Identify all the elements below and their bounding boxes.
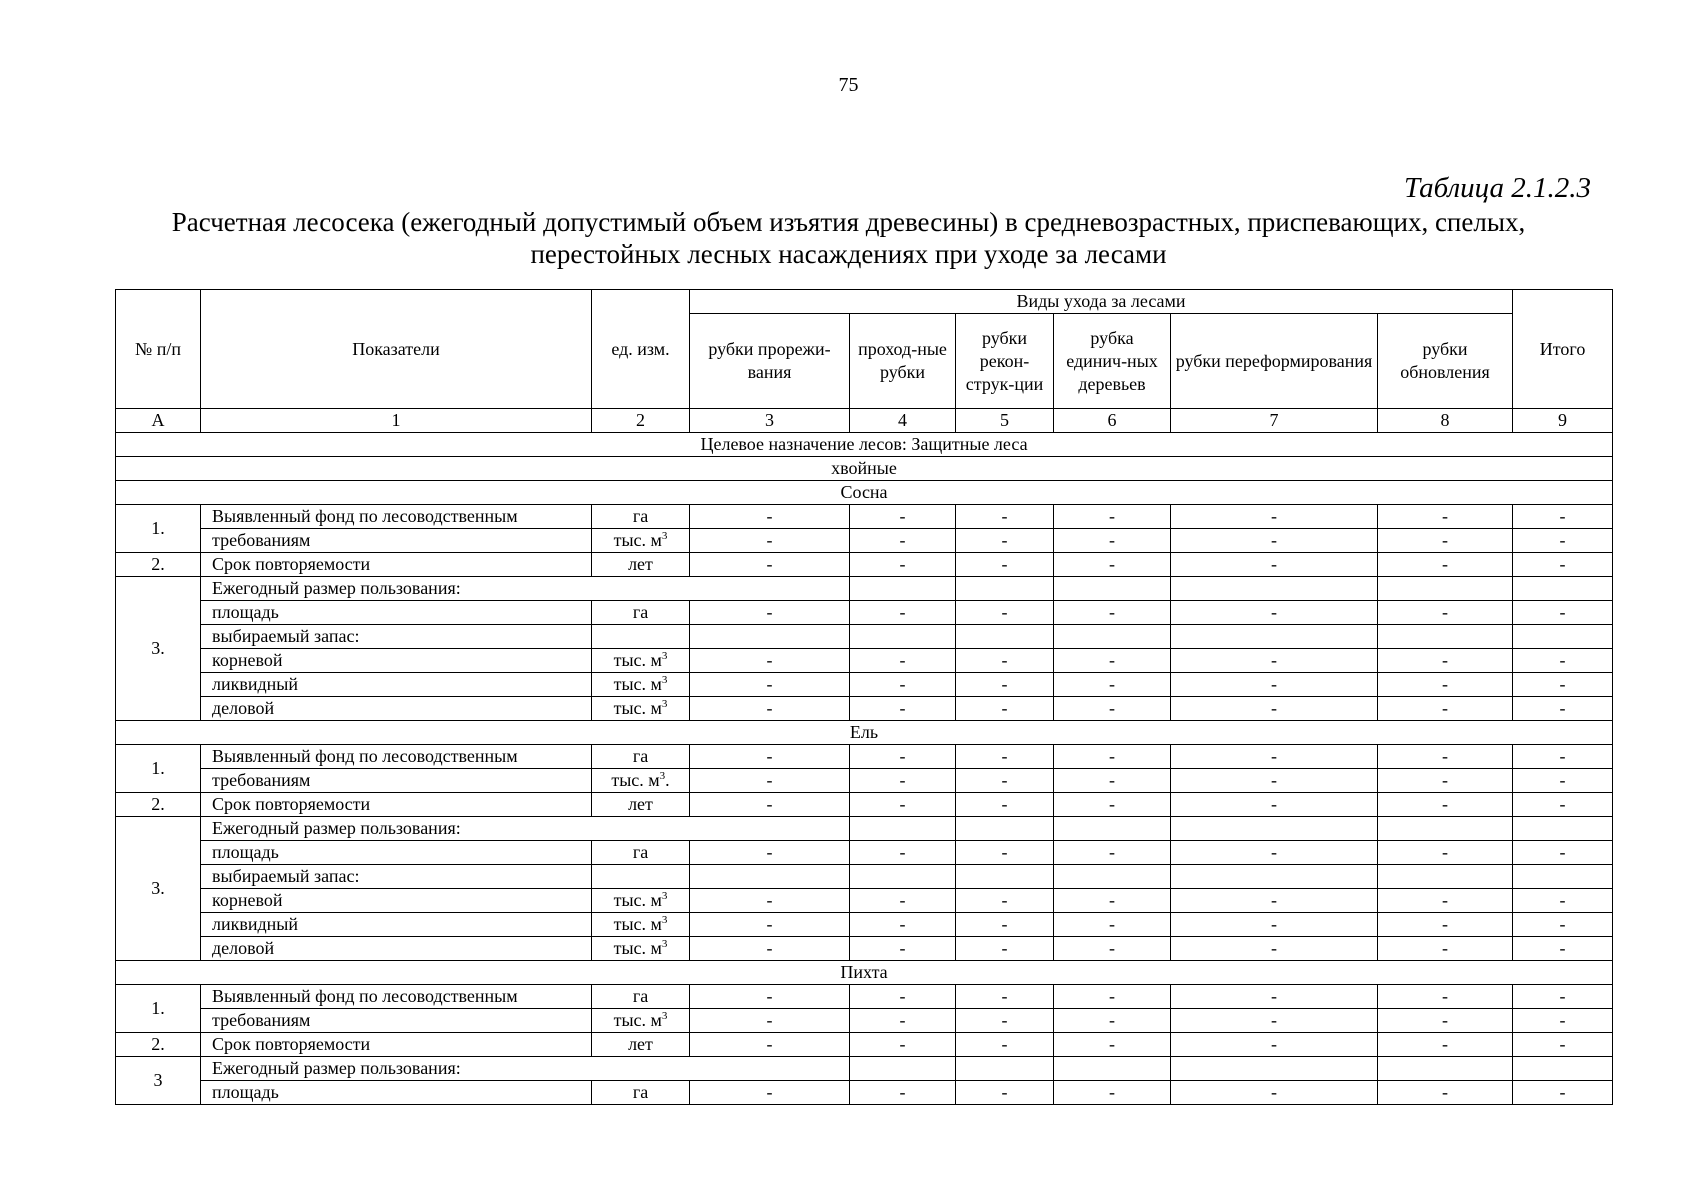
- value-cell: -: [956, 937, 1054, 961]
- value-cell: -: [1513, 745, 1613, 769]
- header-renewal: рубки обновления: [1378, 314, 1513, 409]
- value-cell: -: [1513, 673, 1613, 697]
- table-row: [116, 793, 1613, 817]
- empty-cell: [1171, 1057, 1378, 1081]
- value-cell: -: [1378, 841, 1513, 865]
- value-cell: -: [1054, 529, 1171, 553]
- empty-cell: [1378, 865, 1513, 889]
- row-num: 3.: [116, 817, 201, 961]
- empty-cell: [1171, 865, 1378, 889]
- row-label: деловой: [201, 937, 592, 961]
- header-unit: ед. изм.: [592, 290, 690, 409]
- value-cell: -: [1171, 1081, 1378, 1105]
- empty-cell: [956, 577, 1054, 601]
- empty-cell: [1513, 1057, 1613, 1081]
- value-cell: -: [956, 529, 1054, 553]
- empty-cell: [592, 625, 690, 649]
- empty-cell: [690, 865, 850, 889]
- value-cell: -: [850, 1009, 956, 1033]
- empty-cell: [1054, 625, 1171, 649]
- empty-cell: [1378, 1057, 1513, 1081]
- value-cell: -: [690, 937, 850, 961]
- value-cell: -: [1054, 649, 1171, 673]
- unit-cell: лет: [592, 1033, 690, 1057]
- header-passage-cuts: проход-ные рубки: [850, 314, 956, 409]
- value-cell: -: [1171, 745, 1378, 769]
- table-row: [116, 1057, 1613, 1081]
- value-cell: -: [1378, 553, 1513, 577]
- unit-cell: га: [592, 841, 690, 865]
- value-cell: -: [1054, 745, 1171, 769]
- unit-cell: тыс. $м^3$: [592, 673, 690, 697]
- species-name: Ель: [116, 721, 1613, 745]
- unit-cell: тыс. $м^3$: [592, 1009, 690, 1033]
- value-cell: -: [690, 601, 850, 625]
- value-cell: -: [1171, 673, 1378, 697]
- empty-cell: [1513, 625, 1613, 649]
- empty-cell: [1054, 865, 1171, 889]
- table-row: [116, 889, 1613, 913]
- value-cell: -: [1171, 793, 1378, 817]
- value-cell: -: [690, 649, 850, 673]
- table-row: [116, 673, 1613, 697]
- value-cell: -: [1513, 769, 1613, 793]
- empty-cell: [1054, 577, 1171, 601]
- value-cell: -: [1171, 601, 1378, 625]
- unit-cell: тыс. $м^3$: [592, 889, 690, 913]
- col-index: А: [116, 409, 201, 433]
- table-row: [116, 529, 1613, 553]
- table-row: [116, 601, 1613, 625]
- header-row-1: [116, 290, 1613, 314]
- value-cell: -: [1054, 673, 1171, 697]
- row-label: Ежегодный размер пользования:: [201, 1057, 850, 1081]
- row-label: ликвидный: [201, 673, 592, 697]
- empty-cell: [1054, 817, 1171, 841]
- empty-cell: [1171, 577, 1378, 601]
- value-cell: -: [690, 1033, 850, 1057]
- value-cell: -: [1171, 649, 1378, 673]
- value-cell: -: [1054, 1033, 1171, 1057]
- value-cell: -: [1378, 505, 1513, 529]
- col-index: 9: [1513, 409, 1613, 433]
- unit-cell: тыс. $м^3$: [592, 649, 690, 673]
- empty-cell: [956, 625, 1054, 649]
- row-label: площадь: [201, 601, 592, 625]
- value-cell: -: [1171, 985, 1378, 1009]
- value-cell: -: [1513, 1009, 1613, 1033]
- value-cell: -: [690, 745, 850, 769]
- header-thinning: рубки прорежи-вания: [690, 314, 850, 409]
- empty-cell: [850, 625, 956, 649]
- empty-cell: [592, 865, 690, 889]
- value-cell: -: [1054, 505, 1171, 529]
- empty-cell: [850, 865, 956, 889]
- value-cell: -: [1378, 889, 1513, 913]
- unit-cell: га: [592, 1081, 690, 1105]
- value-cell: -: [690, 841, 850, 865]
- row-label: деловой: [201, 697, 592, 721]
- row-label: Срок повторяемости: [201, 793, 592, 817]
- value-cell: -: [956, 1081, 1054, 1105]
- value-cell: -: [956, 985, 1054, 1009]
- value-cell: -: [956, 913, 1054, 937]
- row-label: ликвидный: [201, 913, 592, 937]
- value-cell: -: [690, 673, 850, 697]
- value-cell: -: [850, 1033, 956, 1057]
- value-cell: -: [1378, 601, 1513, 625]
- value-cell: -: [1513, 1033, 1613, 1057]
- value-cell: -: [956, 697, 1054, 721]
- species-name: Пихта: [116, 961, 1613, 985]
- forest-group-row: [116, 457, 1613, 481]
- value-cell: -: [1513, 553, 1613, 577]
- value-cell: -: [850, 769, 956, 793]
- empty-cell: [1513, 865, 1613, 889]
- value-cell: -: [1378, 529, 1513, 553]
- value-cell: -: [1378, 745, 1513, 769]
- row-label: требованиям: [201, 529, 592, 553]
- row-label: Срок повторяемости: [201, 1033, 592, 1057]
- col-index: 2: [592, 409, 690, 433]
- col-index: 5: [956, 409, 1054, 433]
- row-num: 1.: [116, 985, 201, 1033]
- row-label: площадь: [201, 841, 592, 865]
- row-label: выбираемый запас:: [201, 865, 592, 889]
- row-label: Ежегодный размер пользования:: [201, 577, 850, 601]
- header-reconstruction: рубки рекон-струк-ции: [956, 314, 1054, 409]
- unit-cell: тыс. $м^3$: [592, 697, 690, 721]
- value-cell: -: [690, 1009, 850, 1033]
- value-cell: -: [850, 673, 956, 697]
- value-cell: -: [1054, 553, 1171, 577]
- header-reformation: рубки переформирования: [1171, 314, 1378, 409]
- header-num: № п/п: [116, 290, 201, 409]
- forest-purpose: Целевое назначение лесов: Защитные леса: [116, 433, 1613, 457]
- unit-cell: га: [592, 505, 690, 529]
- value-cell: -: [1171, 553, 1378, 577]
- table-title: [110, 206, 1587, 270]
- value-cell: -: [1513, 889, 1613, 913]
- value-cell: -: [1378, 793, 1513, 817]
- value-cell: -: [1378, 913, 1513, 937]
- value-cell: -: [1378, 769, 1513, 793]
- value-cell: -: [956, 601, 1054, 625]
- row-label: корневой: [201, 649, 592, 673]
- value-cell: -: [850, 601, 956, 625]
- row-num: 1.: [116, 505, 201, 553]
- header-care-types: Виды ухода за лесами: [690, 290, 1513, 314]
- value-cell: -: [956, 793, 1054, 817]
- row-label: корневой: [201, 889, 592, 913]
- value-cell: -: [690, 769, 850, 793]
- value-cell: -: [850, 841, 956, 865]
- value-cell: -: [956, 649, 1054, 673]
- table-row: [116, 865, 1613, 889]
- row-label: Срок повторяемости: [201, 553, 592, 577]
- table-title-line-2: перестойных лесных насаждениях при уходе за лесами: [530, 239, 1167, 269]
- row-label: Выявленный фонд по лесоводственным: [201, 985, 592, 1009]
- row-num: 1.: [116, 745, 201, 793]
- row-label: Выявленный фонд по лесоводственным: [201, 505, 592, 529]
- table-caption: Таблица 2.1.2.3: [1404, 172, 1591, 204]
- value-cell: -: [690, 529, 850, 553]
- table-row: [116, 553, 1613, 577]
- value-cell: -: [956, 769, 1054, 793]
- value-cell: -: [956, 745, 1054, 769]
- value-cell: -: [1054, 1081, 1171, 1105]
- value-cell: -: [1513, 841, 1613, 865]
- unit-cell: га: [592, 985, 690, 1009]
- row-num: 2.: [116, 553, 201, 577]
- empty-cell: [1054, 1057, 1171, 1081]
- value-cell: -: [850, 649, 956, 673]
- value-cell: -: [1513, 985, 1613, 1009]
- table-row: [116, 1009, 1613, 1033]
- row-label: Ежегодный размер пользования:: [201, 817, 850, 841]
- value-cell: -: [956, 673, 1054, 697]
- value-cell: -: [1054, 913, 1171, 937]
- value-cell: -: [1513, 697, 1613, 721]
- value-cell: -: [956, 553, 1054, 577]
- value-cell: -: [1171, 889, 1378, 913]
- value-cell: -: [1054, 697, 1171, 721]
- table-container: [115, 289, 1613, 1105]
- value-cell: -: [1378, 649, 1513, 673]
- col-index: 3: [690, 409, 850, 433]
- value-cell: -: [1054, 937, 1171, 961]
- empty-cell: [956, 817, 1054, 841]
- species-name: Сосна: [116, 481, 1613, 505]
- value-cell: -: [850, 937, 956, 961]
- empty-cell: [850, 577, 956, 601]
- value-cell: -: [1378, 697, 1513, 721]
- unit-cell: тыс. $м^3$.: [592, 769, 690, 793]
- row-label: выбираемый запас:: [201, 625, 592, 649]
- harvest-table: [115, 289, 1613, 1105]
- value-cell: -: [690, 697, 850, 721]
- value-cell: -: [1171, 697, 1378, 721]
- empty-cell: [1378, 817, 1513, 841]
- value-cell: -: [1171, 913, 1378, 937]
- value-cell: -: [1378, 673, 1513, 697]
- table-row: [116, 697, 1613, 721]
- value-cell: -: [1054, 793, 1171, 817]
- col-index: 8: [1378, 409, 1513, 433]
- value-cell: -: [1171, 529, 1378, 553]
- empty-cell: [1378, 577, 1513, 601]
- table-row: [116, 937, 1613, 961]
- value-cell: -: [690, 1081, 850, 1105]
- value-cell: -: [1171, 937, 1378, 961]
- value-cell: -: [956, 505, 1054, 529]
- value-cell: -: [850, 985, 956, 1009]
- unit-cell: тыс. $м^3$: [592, 529, 690, 553]
- unit-cell: лет: [592, 553, 690, 577]
- empty-cell: [850, 1057, 956, 1081]
- forest-group: хвойные: [116, 457, 1613, 481]
- table-row: [116, 649, 1613, 673]
- value-cell: -: [1378, 985, 1513, 1009]
- value-cell: -: [1513, 505, 1613, 529]
- value-cell: -: [1054, 985, 1171, 1009]
- empty-cell: [1378, 625, 1513, 649]
- empty-cell: [1171, 625, 1378, 649]
- row-label: Выявленный фонд по лесоводственным: [201, 745, 592, 769]
- col-index: 1: [201, 409, 592, 433]
- table-row: [116, 817, 1613, 841]
- table-row: [116, 505, 1613, 529]
- value-cell: -: [850, 553, 956, 577]
- value-cell: -: [690, 889, 850, 913]
- column-index-row: [116, 409, 1613, 433]
- table-row: [116, 745, 1613, 769]
- unit-cell: га: [592, 601, 690, 625]
- value-cell: -: [1513, 649, 1613, 673]
- unit-cell: тыс. $м^3$: [592, 937, 690, 961]
- row-num: 2.: [116, 793, 201, 817]
- value-cell: -: [956, 1033, 1054, 1057]
- value-cell: -: [1513, 937, 1613, 961]
- empty-cell: [1171, 817, 1378, 841]
- value-cell: -: [690, 505, 850, 529]
- species-row: [116, 961, 1613, 985]
- value-cell: -: [690, 553, 850, 577]
- row-num: 3: [116, 1057, 201, 1105]
- table-row: [116, 913, 1613, 937]
- value-cell: -: [1378, 1009, 1513, 1033]
- value-cell: -: [1378, 1033, 1513, 1057]
- table-title-line-1: Расчетная лесосека (ежегодный допустимый объем изъятия древесины) в средневозрастных, приспевающих, спелых,: [171, 207, 1526, 237]
- col-index: 6: [1054, 409, 1171, 433]
- value-cell: -: [1054, 1009, 1171, 1033]
- header-single-trees: рубка единич-ных деревьев: [1054, 314, 1171, 409]
- row-label: требованиям: [201, 1009, 592, 1033]
- header-indicators: Показатели: [201, 290, 592, 409]
- empty-cell: [1513, 577, 1613, 601]
- value-cell: -: [1513, 601, 1613, 625]
- row-label: требованиям: [201, 769, 592, 793]
- value-cell: -: [850, 745, 956, 769]
- table-row: [116, 841, 1613, 865]
- table-row: [116, 1081, 1613, 1105]
- value-cell: -: [850, 793, 956, 817]
- row-label: площадь: [201, 1081, 592, 1105]
- value-cell: -: [1378, 1081, 1513, 1105]
- species-row: [116, 481, 1613, 505]
- table-row: [116, 1033, 1613, 1057]
- header-total: Итого: [1513, 290, 1613, 409]
- value-cell: -: [1513, 793, 1613, 817]
- table-row: [116, 625, 1613, 649]
- unit-cell: га: [592, 745, 690, 769]
- table-row: [116, 769, 1613, 793]
- page-number: 75: [838, 74, 859, 96]
- table-row: [116, 577, 1613, 601]
- value-cell: -: [1054, 841, 1171, 865]
- col-index: 4: [850, 409, 956, 433]
- value-cell: -: [1513, 529, 1613, 553]
- value-cell: -: [690, 793, 850, 817]
- value-cell: -: [1171, 841, 1378, 865]
- value-cell: -: [1378, 937, 1513, 961]
- row-num: 2.: [116, 1033, 201, 1057]
- value-cell: -: [690, 985, 850, 1009]
- value-cell: -: [956, 1009, 1054, 1033]
- value-cell: -: [850, 529, 956, 553]
- value-cell: -: [1171, 1033, 1378, 1057]
- value-cell: -: [850, 505, 956, 529]
- purpose-row: [116, 433, 1613, 457]
- value-cell: -: [1513, 1081, 1613, 1105]
- value-cell: -: [1054, 889, 1171, 913]
- value-cell: -: [690, 913, 850, 937]
- row-num: 3.: [116, 577, 201, 721]
- empty-cell: [1513, 817, 1613, 841]
- empty-cell: [956, 1057, 1054, 1081]
- value-cell: -: [1171, 505, 1378, 529]
- value-cell: -: [1513, 913, 1613, 937]
- unit-cell: тыс. $м^3$: [592, 913, 690, 937]
- value-cell: -: [850, 913, 956, 937]
- table-row: [116, 985, 1613, 1009]
- empty-cell: [690, 625, 850, 649]
- value-cell: -: [1171, 1009, 1378, 1033]
- value-cell: -: [956, 841, 1054, 865]
- value-cell: -: [1054, 601, 1171, 625]
- value-cell: -: [1171, 769, 1378, 793]
- value-cell: -: [850, 697, 956, 721]
- col-index: 7: [1171, 409, 1378, 433]
- value-cell: -: [956, 889, 1054, 913]
- value-cell: -: [1054, 769, 1171, 793]
- species-row: [116, 721, 1613, 745]
- empty-cell: [956, 865, 1054, 889]
- empty-cell: [850, 817, 956, 841]
- value-cell: -: [850, 1081, 956, 1105]
- unit-cell: лет: [592, 793, 690, 817]
- value-cell: -: [850, 889, 956, 913]
